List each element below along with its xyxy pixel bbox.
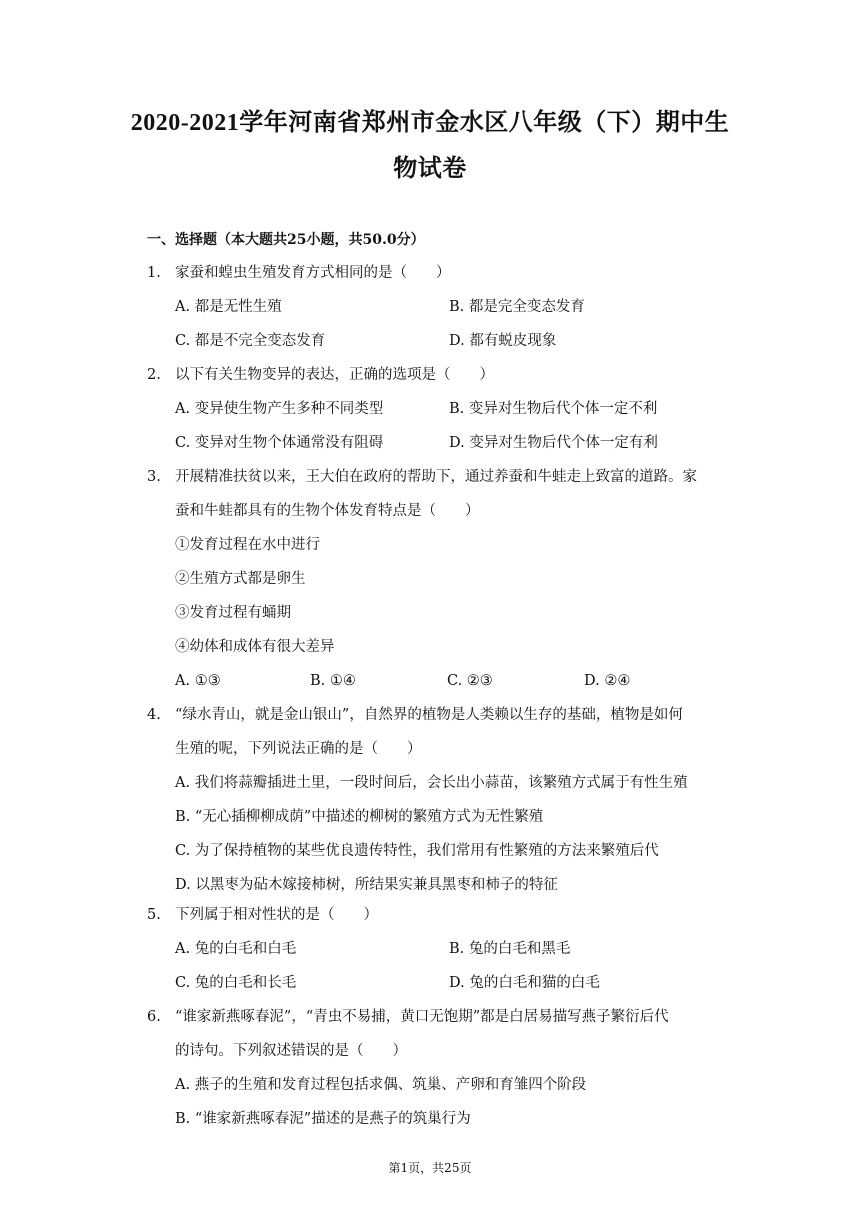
- option-d[interactable]: D. ②④: [584, 673, 631, 689]
- statement-item: ②生殖方式都是卵生: [175, 571, 306, 587]
- option-d[interactable]: D. 以黑枣为砧木嫁接柿树，所结果实兼具黑枣和柿子的特征: [175, 877, 558, 893]
- question-text: 家蚕和蝗虫生殖发育方式相同的是（ ）: [175, 265, 451, 281]
- statement-item: ①发育过程在水中进行: [175, 537, 320, 553]
- question-number: 3.: [147, 469, 161, 485]
- option-c[interactable]: C. 都是不完全变态发育: [175, 333, 326, 349]
- option-b[interactable]: B. 都是完全变态发育: [449, 299, 585, 315]
- option-b[interactable]: B. “无心插柳柳成荫”中描述的柳树的繁殖方式为无性繁殖: [175, 809, 544, 825]
- option-c[interactable]: C. 兔的白毛和长毛: [175, 975, 297, 991]
- question-text: “绿水青山，就是金山银山”，自然界的植物是人类赖以生存的基础，植物是如何: [175, 707, 683, 723]
- option-d[interactable]: D. 兔的白毛和猫的白毛: [449, 975, 600, 991]
- option-a[interactable]: A. 燕子的生殖和发育过程包括求偶、筑巢、产卵和育雏四个阶段: [175, 1077, 587, 1093]
- option-a[interactable]: A. ①③: [175, 673, 221, 689]
- statement-item: ③发育过程有蛹期: [175, 605, 291, 621]
- option-c[interactable]: C. 为了保持植物的某些优良遗传特性，我们常用有性繁殖的方法来繁殖后代: [175, 843, 659, 859]
- question-text: 以下有关生物变异的表达，正确的选项是（ ）: [175, 367, 494, 383]
- question-text: 下列属于相对性状的是（ ）: [175, 907, 378, 923]
- option-c[interactable]: C. ②③: [447, 673, 493, 689]
- question-number: 4.: [147, 707, 161, 723]
- option-b[interactable]: B. ①④: [310, 673, 356, 689]
- question-text: “谁家新燕啄春泥”，“青虫不易捕，黄口无饱期”都是白居易描写燕子繁衍后代: [175, 1009, 669, 1025]
- question-text: 开展精准扶贫以来，王大伯在政府的帮助下，通过养蚕和牛蛙走上致富的道路。家: [175, 469, 697, 485]
- question-text: 蚕和牛蛙都具有的生物个体发育特点是（ ）: [175, 503, 480, 519]
- option-d[interactable]: D. 变异对生物后代个体一定有利: [449, 435, 658, 451]
- option-a[interactable]: A. 兔的白毛和白毛: [175, 941, 297, 957]
- page-title-line1: 2020-2021学年河南省郑州市金水区八年级（下）期中生: [130, 110, 730, 136]
- section-heading: 一、选择题（本大题共25小题，共50.0分）: [147, 232, 425, 248]
- option-a[interactable]: A. 都是无性生殖: [175, 299, 282, 315]
- page-footer: 第1页，共25页: [388, 1161, 472, 1175]
- option-c[interactable]: C. 变异对生物个体通常没有阻碍: [175, 435, 384, 451]
- option-d[interactable]: D. 都有蜕皮现象: [449, 333, 557, 349]
- option-b[interactable]: B. “谁家新燕啄春泥”描述的是燕子的筑巢行为: [175, 1111, 471, 1127]
- page-title-line2: 物试卷: [393, 156, 467, 182]
- question-text: 的诗句。下列叙述错误的是（ ）: [175, 1043, 407, 1059]
- question-number: 6.: [147, 1009, 161, 1025]
- question-number: 1.: [147, 265, 161, 281]
- option-b[interactable]: B. 兔的白毛和黑毛: [449, 941, 571, 957]
- option-b[interactable]: B. 变异对生物后代个体一定不利: [449, 401, 658, 417]
- question-number: 2.: [147, 367, 161, 383]
- question-number: 5.: [147, 907, 161, 923]
- option-a[interactable]: A. 我们将蒜瓣插进土里，一段时间后，会长出小蒜苗，该繁殖方式属于有性生殖: [175, 775, 688, 791]
- statement-item: ④幼体和成体有很大差异: [175, 639, 335, 655]
- option-a[interactable]: A. 变异使生物产生多种不同类型: [175, 401, 384, 417]
- question-text: 生殖的呢，下列说法正确的是（ ）: [175, 741, 422, 757]
